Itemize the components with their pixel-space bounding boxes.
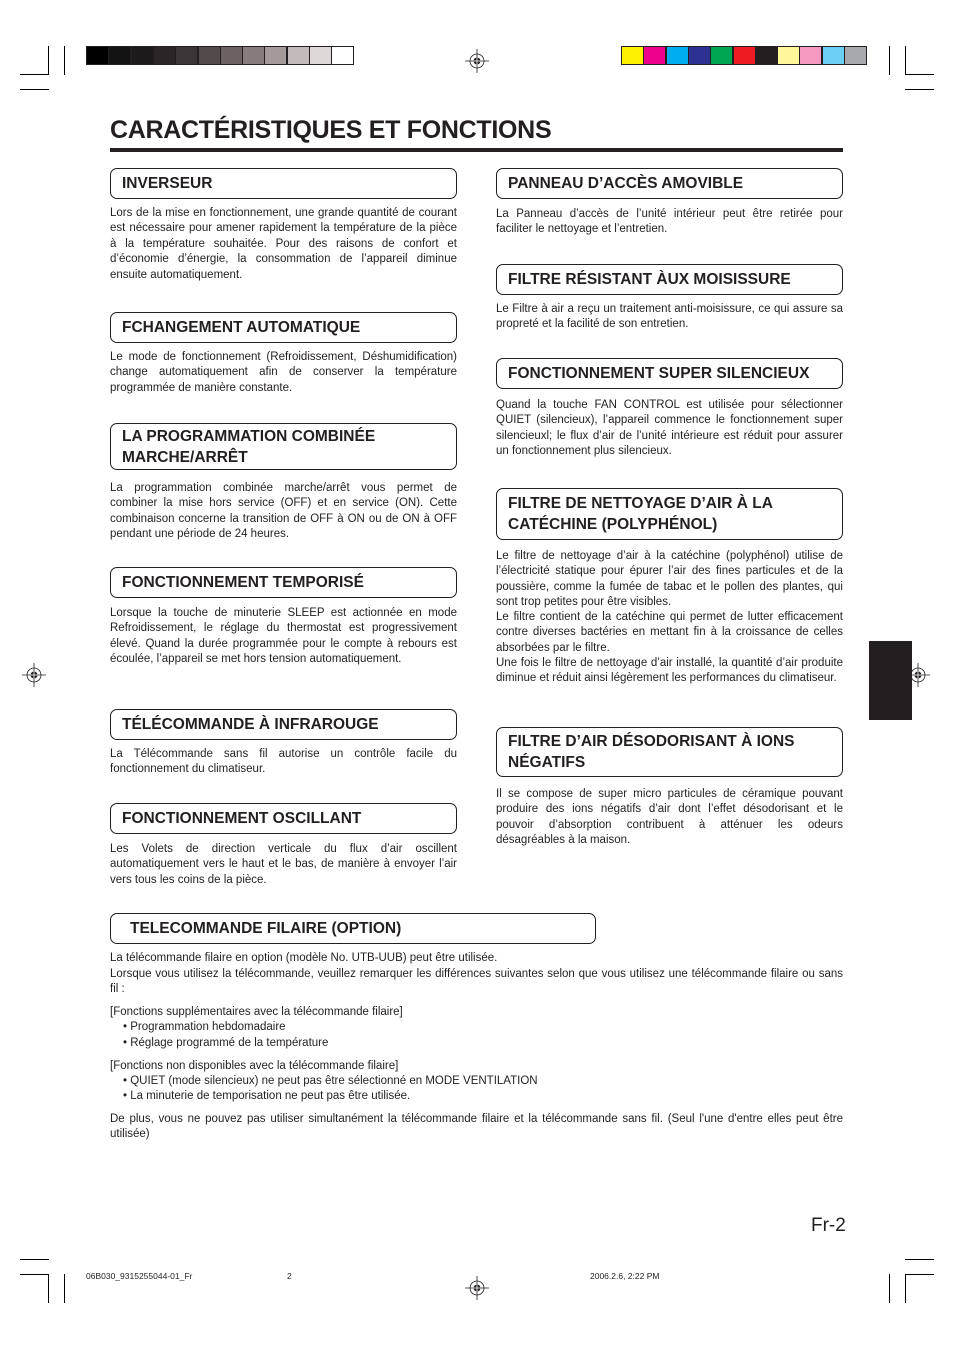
crop-mark xyxy=(905,46,906,75)
wired-line-1: La télécommande filaire en option (modèle No. UTB-UUB) peut être utilisée. xyxy=(110,952,498,964)
paragraph-filtre-catechine-3: Une fois le filtre de nettoyage d’air installé, la quantité d’air produite diminue et réduit ainsi légèrement les performances du climatiseur. xyxy=(496,657,843,685)
registration-mark-icon xyxy=(465,49,489,73)
crop-mark xyxy=(64,1274,65,1303)
title-rule xyxy=(110,148,843,152)
paragraph-inverseur: Lors de la mise en fonctionnement, une grande quantité de courant est nécessaire pour amener rapidement la température de la pièce à la température souhaitée. Pour des raisons de confort et d’économie d’énergie, la consommation de l’appareil diminue ensuite automatiquement. xyxy=(110,207,457,281)
heading-filtre-desodorisant: FILTRE D’AIR DÉSODORISANT À IONS NÉGATIFS xyxy=(496,727,843,777)
gray-swatch xyxy=(131,46,154,65)
gray-swatch xyxy=(242,46,265,65)
gray-swatch xyxy=(153,46,176,65)
paragraph-filtre-moisissure: Le Filtre à air a reçu un traitement anti-moisissure, ce qui assure sa propreté et la facilité de son entretien. xyxy=(496,303,843,331)
gray-swatch xyxy=(264,46,287,65)
crop-mark xyxy=(905,1274,934,1275)
heading-panneau-acces: PANNEAU D’ACCÈS AMOVIBLE xyxy=(496,168,843,199)
heading-fonctionnement-temporise: FONCTIONNEMENT TEMPORISÉ xyxy=(110,567,457,598)
gray-swatch xyxy=(287,46,310,65)
crop-mark xyxy=(20,1259,49,1260)
gray-swatch xyxy=(220,46,243,65)
crop-mark xyxy=(20,74,49,75)
crop-mark xyxy=(905,89,934,90)
gray-swatch xyxy=(198,46,221,65)
footer-date: 2006.2.6, 2:22 PM xyxy=(590,1271,660,1281)
heading-inverseur: INVERSEUR xyxy=(110,168,457,199)
paragraph-filtre-desodorisant: Il se compose de super micro particules de céramique pouvant produire des ions négatifs d’air dont l’effet désodorisant et le pouvoir d’absorption contribuent à atténuer les odeurs désagréables à la maison. xyxy=(496,788,843,847)
wired-missing-title: [Fonctions non disponibles avec la télécommande filaire] xyxy=(110,1060,399,1072)
heading-fonctionnement-oscillant: FONCTIONNEMENT OSCILLANT xyxy=(110,803,457,834)
gray-swatch xyxy=(309,46,332,65)
heading-filtre-moisissure: FILTRE RÉSISTANT ÀUX MOISISSURE xyxy=(496,264,843,295)
color-swatch xyxy=(643,46,666,65)
wired-extra-item: • Programmation hebdomadaire xyxy=(123,1021,286,1033)
wired-extra-item: • Réglage programmé de la température xyxy=(123,1037,329,1049)
color-swatch xyxy=(777,46,800,65)
wired-missing-item: • La minuterie de temporisation ne peut pas être utilisée. xyxy=(123,1090,411,1102)
gray-swatch xyxy=(108,46,131,65)
crop-mark xyxy=(20,1274,49,1275)
paragraph-super-silencieux: Quand la touche FAN CONTROL est utilisée pour sélectionner QUIET (silencieux), l’appareil commence le fonctionnement super silencieuxl; le flux d’air de l’unité intérieure est réduit pour assurer un fonctionnement plus silencieux. xyxy=(496,399,843,458)
heading-changement-automatique: FCHANGEMENT AUTOMATIQUE xyxy=(110,312,457,343)
color-swatch xyxy=(710,46,733,65)
crop-mark xyxy=(905,1259,934,1260)
heading-telecommande-infrarouge: TÉLÉCOMMANDE À INFRAROUGE xyxy=(110,709,457,740)
language-side-tab xyxy=(869,641,912,720)
crop-mark xyxy=(889,46,890,75)
wired-extra-title: [Fonctions supplémentaires avec la télécommande filaire] xyxy=(110,1006,403,1018)
paragraph-fonctionnement-temporise: Lorsque la touche de minuterie SLEEP est actionnée en mode Refroidissement, le réglage du thermostat est progressivement élevé. Quand la durée programmée pour le compte à rebours est écoulée, l’appareil se met hors tension automatiquement. xyxy=(110,607,457,666)
paragraph-telecommande-infrarouge: La Télécommande sans fil autorise un contrôle facile du fonctionnement du climatiseur. xyxy=(110,748,457,776)
color-swatch xyxy=(755,46,778,65)
footer-filename: 06B030_9315255044-01_Fr xyxy=(86,1271,193,1281)
paragraph-changement-automatique: Le mode de fonctionnement (Refroidissement, Déshumidification) change automatiquement afin de conserver la température programmée de manière constante. xyxy=(110,351,457,394)
paragraph-filtre-catechine: Le filtre de nettoyage d’air à la catéchine (polyphénol) utilise de l’électricité statique pour épurer l’air des fines particules et de la poussière, comme la fumée de tabac et le pollen des plantes, qui sont trop petites pour être visibles. xyxy=(496,550,843,609)
color-swatch xyxy=(688,46,711,65)
crop-mark xyxy=(905,1274,906,1303)
page-number: Fr-2 xyxy=(811,1215,846,1236)
crop-mark xyxy=(48,1274,49,1303)
wired-missing-item: • QUIET (mode silencieux) ne peut pas être sélectionné en MODE VENTILATION xyxy=(123,1075,538,1087)
color-swatch xyxy=(799,46,822,65)
paragraph-panneau-acces: La Panneau d’accès de l’unité intérieur peut être retirée pour faciliter le nettoyage et l’entretien. xyxy=(496,208,843,236)
heading-programmation-combinee: LA PROGRAMMATION COMBINÉE MARCHE/ARRÊT xyxy=(110,423,457,470)
gray-swatch xyxy=(86,46,109,65)
heading-super-silencieux: FONCTIONNEMENT SUPER SILENCIEUX xyxy=(496,358,843,389)
paragraph-filtre-catechine-2: Le filtre contient de la catéchine qui permet de lutter efficacement contre diverses bactéries en mettant fin à la croissance de celles absorbées par le filtre. xyxy=(496,611,843,654)
color-swatch xyxy=(621,46,644,65)
paragraph-fonctionnement-oscillant: Les Volets de direction verticale du flux d’air oscillent automatiquement vers le haut et le bas, de manière à envoyer l’air vers tous les coins de la pièce. xyxy=(110,843,457,886)
color-swatch xyxy=(666,46,689,65)
crop-mark xyxy=(20,89,49,90)
footer-page: 2 xyxy=(287,1271,292,1281)
heading-telecommande-filaire: TELECOMMANDE FILAIRE (OPTION) xyxy=(110,913,596,944)
color-swatch xyxy=(822,46,845,65)
gray-swatch xyxy=(175,46,198,65)
wired-note: De plus, vous ne pouvez pas utiliser simultanément la télécommande filaire et la télécommande sans fil. (Seul l'une d'entre elles peut être utilisée) xyxy=(110,1113,843,1141)
heading-filtre-catechine: FILTRE DE NETTOYAGE D’AIR À LA CATÉCHINE (POLYPHÉNOL) xyxy=(496,488,843,540)
paragraph-programmation-combinee: La programmation combinée marche/arrêt vous permet de combiner la mise hors service (OFF) et en service (ON). Cette combinaison concerne la transition de OFF à ON ou de ON à OFF pendant une période de 24 heures. xyxy=(110,482,457,541)
color-swatch xyxy=(844,46,867,65)
gray-swatch xyxy=(331,46,354,65)
crop-mark xyxy=(64,46,65,75)
registration-mark-icon xyxy=(22,663,46,687)
crop-mark xyxy=(48,46,49,75)
page-title: CARACTÉRISTIQUES ET FONCTIONS xyxy=(110,116,552,144)
crop-mark xyxy=(889,1274,890,1303)
registration-mark-icon xyxy=(465,1276,489,1300)
wired-line-2: Lorsque vous utilisez la télécommande, veuillez remarquer les différences suivantes selon que vous utilisez une télécommande filaire ou sans fil : xyxy=(110,968,843,996)
crop-mark xyxy=(905,74,934,75)
color-swatch xyxy=(733,46,756,65)
